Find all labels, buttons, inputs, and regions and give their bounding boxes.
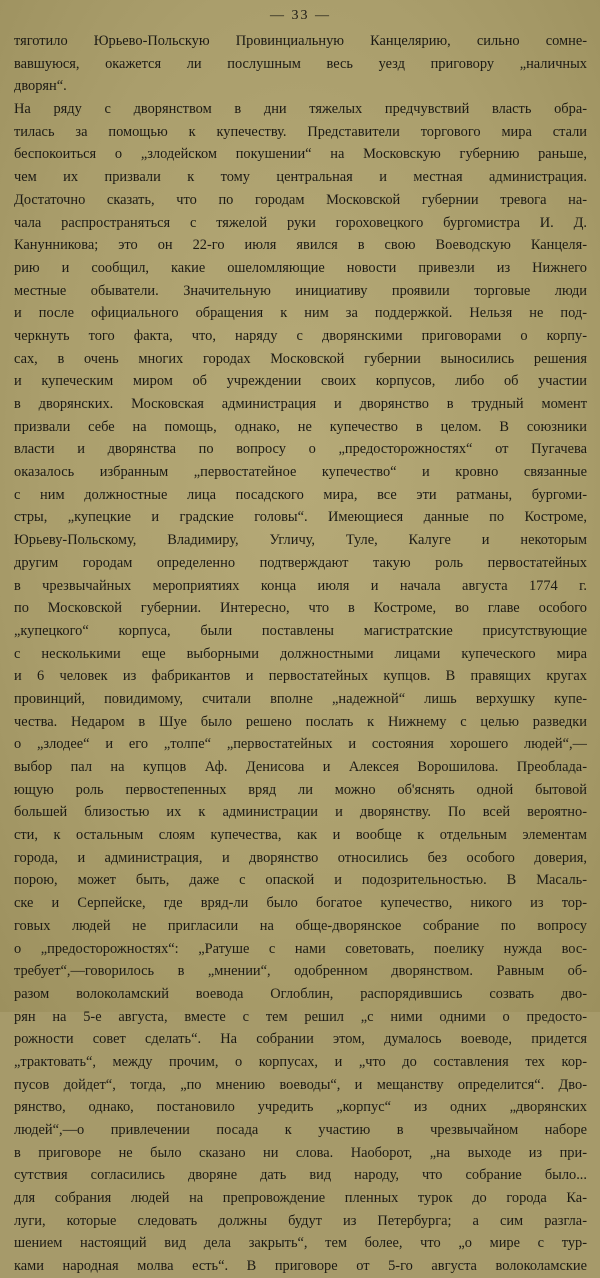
text-line: требует“,—говорилось в „мнении“, одобренном дворянством. Равным об- xyxy=(14,963,587,980)
text-line: пусов дойдет“, тогда, „по мнению воеводы“, и мещанству определится“. Дво- xyxy=(14,1076,587,1093)
text-line: о „злодее“ и его „толпе“ „первостатейных и состояния хорошего людей“,— xyxy=(14,736,587,753)
text-line: власти и дворянства по вопросу о „предосторожностях“ от Пугачева xyxy=(14,441,587,458)
text-line: и 6 человек из фабрикантов и первостатейных купцов. В правящих кругах xyxy=(14,668,587,685)
text-line: о „предосторожностях“: „Ратуше с нами советовать, поелику нужда вос- xyxy=(14,940,587,957)
text-line: чала распространяться с тяжелой руки гороховецкого бургомистра И. Д. xyxy=(14,214,587,231)
text-line: в чрезвычайных мероприятиях конца июля и начала августа 1774 г. xyxy=(14,577,587,594)
page-number: — 33 — xyxy=(270,8,331,23)
text-line: и после официального обращения к ним за поддержкой. Нельзя не под- xyxy=(14,305,587,322)
text-line: дворян“. xyxy=(14,78,67,95)
text-line: другим городам определенно подтверждают такую роль первостатейных xyxy=(14,554,587,571)
text-line: ске и Серпейске, где вряд-ли было богатое купечество, никого из тор- xyxy=(14,895,587,912)
text-line: в приговоре не было сказано ни слова. Наоборот, „на выходе из при- xyxy=(14,1144,587,1161)
text-line: Достаточно сказать, что по городам Московской губернии тревога на- xyxy=(14,191,587,208)
text-line: порою, может быть, даже с опаской и подозрительностью. В Масаль- xyxy=(14,872,587,889)
text-line: рян на 5-е августа, вместе с тем решил „с ними одними о предосто- xyxy=(14,1008,587,1025)
text-line: На ряду с дворянством в дни тяжелых предчувствий власть обра- xyxy=(14,101,587,118)
text-line: и купеческим миром об учреждении своих корпусов, либо об участии xyxy=(14,373,587,390)
text-line: для собрания людей на препровождение пленных турок до города Ка- xyxy=(14,1190,587,1207)
text-line: „трактовать“, между прочим, о корпусах, и „что до составления тех кор- xyxy=(14,1053,587,1070)
text-line: вавшуюся, окажется ли послушным весь уезд приговору „наличных xyxy=(14,55,587,72)
text-line: Канунникова; это он 22-го июля явился в свою Воеводскую Канцеля- xyxy=(14,237,587,254)
text-line: стры, „купецкие и градские головы“. Имеющиеся данные по Костроме, xyxy=(14,509,587,526)
text-line: оказалось избранным „первостатейное купечество“ и кровно связанные xyxy=(14,464,587,481)
text-line: говых людей не пригласили на обще-дворянское собрание по вопросу xyxy=(14,917,587,934)
text-line: людей“,—о привлечении посада к участию в чрезвычайном наборе xyxy=(14,1122,587,1138)
text-line: „купецкого“ корпуса, были поставлены магистратские присутствующие xyxy=(14,622,587,639)
body-text xyxy=(14,30,587,1278)
text-line: чества. Недаром в Шуе было решено послать к Нижнему с целью разведки xyxy=(14,713,587,730)
text-line: местные обыватели. Значительную инициативу проявили торговые люди xyxy=(14,282,587,299)
text-line: разом волоколамский воевода Оглоблин, распорядившись созвать дво- xyxy=(14,985,587,1002)
text-line: тяготило Юрьево-Польскую Провинциальную Канцелярию, сильно сомне- xyxy=(14,33,587,49)
text-line: ющую роль первостепенных вряд ли можно об'яснять одной бытовой xyxy=(14,781,587,798)
text-line: тилась за помощью к купечеству. Представители торгового мира стали xyxy=(14,123,587,140)
text-line: сах, в очень многих городах Московской губернии выносились решения xyxy=(14,350,587,367)
text-line: сутствия согласились дворяне дать вид народу, что собрание было... xyxy=(14,1167,587,1184)
text-line: рожности совет сделать“. На собрании этом, думалось воеводе, придется xyxy=(14,1031,587,1048)
text-line: в дворянских. Московская администрация и дворянство в трудный момент xyxy=(14,396,587,412)
text-line: рянство, однако, постановило учредить „корпус“ из одних „дворянских xyxy=(14,1099,587,1116)
text-line: черкнуть того факта, что, наряду с дворянскими приговорами о корпу- xyxy=(14,327,587,344)
text-line: беспокоиться о „злодейском покушении“ на Московскую губернию раньше, xyxy=(14,146,587,163)
text-line: города, и администрация, и дворянство относились без особого доверия, xyxy=(14,849,587,866)
text-line: рию и сообщил, какие ошеломляющие новости привезли из Нижнего xyxy=(14,259,587,276)
text-line: Юрьеву-Польскому, Владимиру, Угличу, Туле, Калуге и некоторым xyxy=(14,532,587,549)
text-line: шением настоящий вид дела закрыть“, тем более, что „о мире с тур- xyxy=(14,1235,587,1252)
text-line: выбор пал на купцов Аф. Денисова и Алексея Ворошилова. Преоблада- xyxy=(14,759,587,775)
text-line: сти, к остальным слоям купечества, как и вообще к отдельным элементам xyxy=(14,827,587,844)
text-line: чем их призвали к тому центральная и местная администрация. xyxy=(14,169,587,186)
text-line: ками народная молва есть“. В приговоре от 5-го августа волоколамские xyxy=(14,1258,587,1275)
text-line: по Московской губернии. Интересно, что в Костроме, во главе особого xyxy=(14,600,587,617)
text-line: с ним должностные лица посадского мира, все эти ратманы, бургоми- xyxy=(14,486,587,503)
text-line: провинций, повидимому, считали вполне „надежной“ лишь верхушку купе- xyxy=(14,690,587,707)
text-line: большей близостью их к администрации и дворянству. По всей вероятно- xyxy=(14,804,587,821)
text-line: луги, которые следовать должны будут из Петербурга; а сим разгла- xyxy=(14,1212,587,1229)
text-line: с несколькими еще выборными должностными лицами купеческого мира xyxy=(14,645,587,662)
text-line: призвали себе на помощь, однако, не купечество в целом. В союзники xyxy=(14,418,587,435)
